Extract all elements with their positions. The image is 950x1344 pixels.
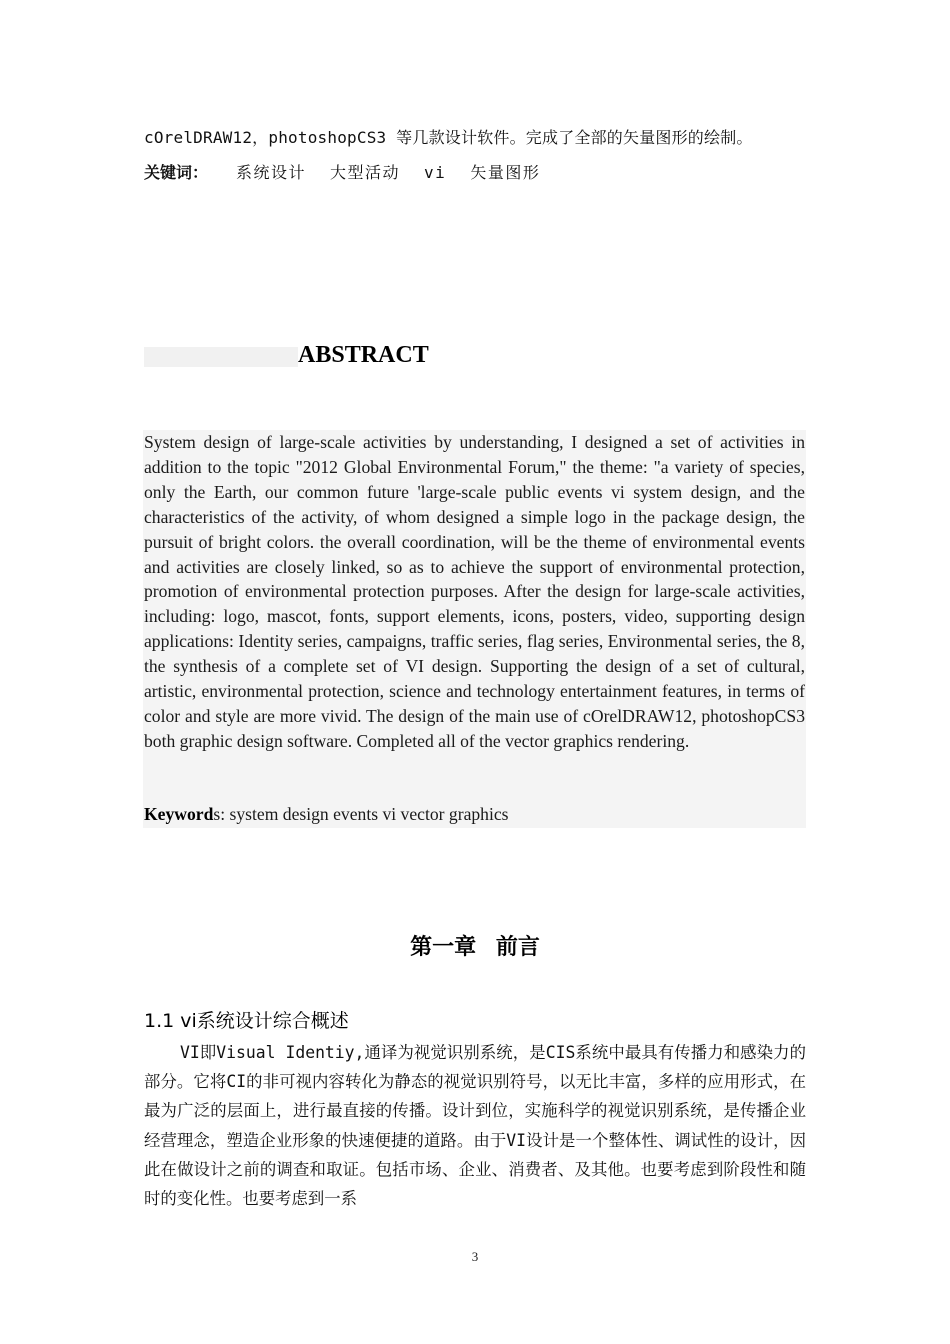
keyword-term: 大型活动	[330, 163, 401, 182]
keywords-cn-label: 关键词：	[144, 163, 209, 182]
abstract-keywords-label: Keyword	[144, 804, 214, 824]
keyword-term: 矢量图形	[470, 163, 541, 182]
abstract-keywords-text: s: system design events vi vector graphics	[213, 804, 509, 824]
page-number: 3	[471, 1249, 479, 1264]
section-heading: 1.1 vi系统设计综合概述	[144, 1010, 349, 1032]
keywords-cn	[144, 160, 560, 183]
abstract-title-shading	[144, 347, 298, 367]
keyword-term: vi	[424, 163, 447, 182]
abstract-cn-last-line: cOrelDRAW12，photoshopCS3 等几款设计软件。完成了全部的矢量图形的绘制。	[144, 128, 753, 147]
abstract-keywords	[144, 802, 509, 827]
chapter-heading	[0, 930, 950, 961]
abstract-body: System design of large-scale activities by understanding, I designed a set of activities in addition to the topic "2012 Global Environmental Forum," the theme: "a variety of species, only the Earth, our common future 'large-scale public events vi system design, and the characteristics of the activity, of whom designed a simple logo in the package design, the pursuit of bright colors. the overall coordination, will be the theme of environmental events and activities are closely linked, so as to achieve the support of environmental protection, promotion of environmental protection purposes. After the design for large-scale activities, including: logo, mascot, fonts, support elements, icons, posters, video, supporting design applications: Identity series, campaigns, traffic series, flag series, Environmental series, the 8, the synthesis of a complete set of VI design. Supporting the design of a set of cultural, artistic, environmental protection, science and technology entertainment features, in terms of color and style are more vivid. The design of the main use of cOrelDRAW12, photoshopCS3 both graphic design software. Completed all of the vector graphics rendering.	[144, 432, 805, 751]
chapter-title: 前言	[495, 935, 540, 960]
body-paragraph: VI即Visual Identiy,通译为视觉识别系统，是CIS系统中最具有传播力和感染力的部分。它将CI的非可视内容转化为静态的视觉识别符号，以无比丰富，多样的应用形式，在最为广泛的层面上，进行最直接的传播。设计到位，实施科学的视觉识别系统，是传播企业经营理念，塑造企业形象的快速便捷的道路。由于VI设计是一个整体性、调试性的设计，因此在做设计之前的调查和取证。包括市场、企业、消费者、及其他。也要考虑到阶段性和随时的变化性。也要考虑到一系	[144, 1043, 806, 1209]
keyword-term: 系统设计	[236, 163, 307, 182]
chapter-number: 第一章	[410, 935, 477, 960]
abstract-title: ABSTRACT	[298, 342, 429, 368]
